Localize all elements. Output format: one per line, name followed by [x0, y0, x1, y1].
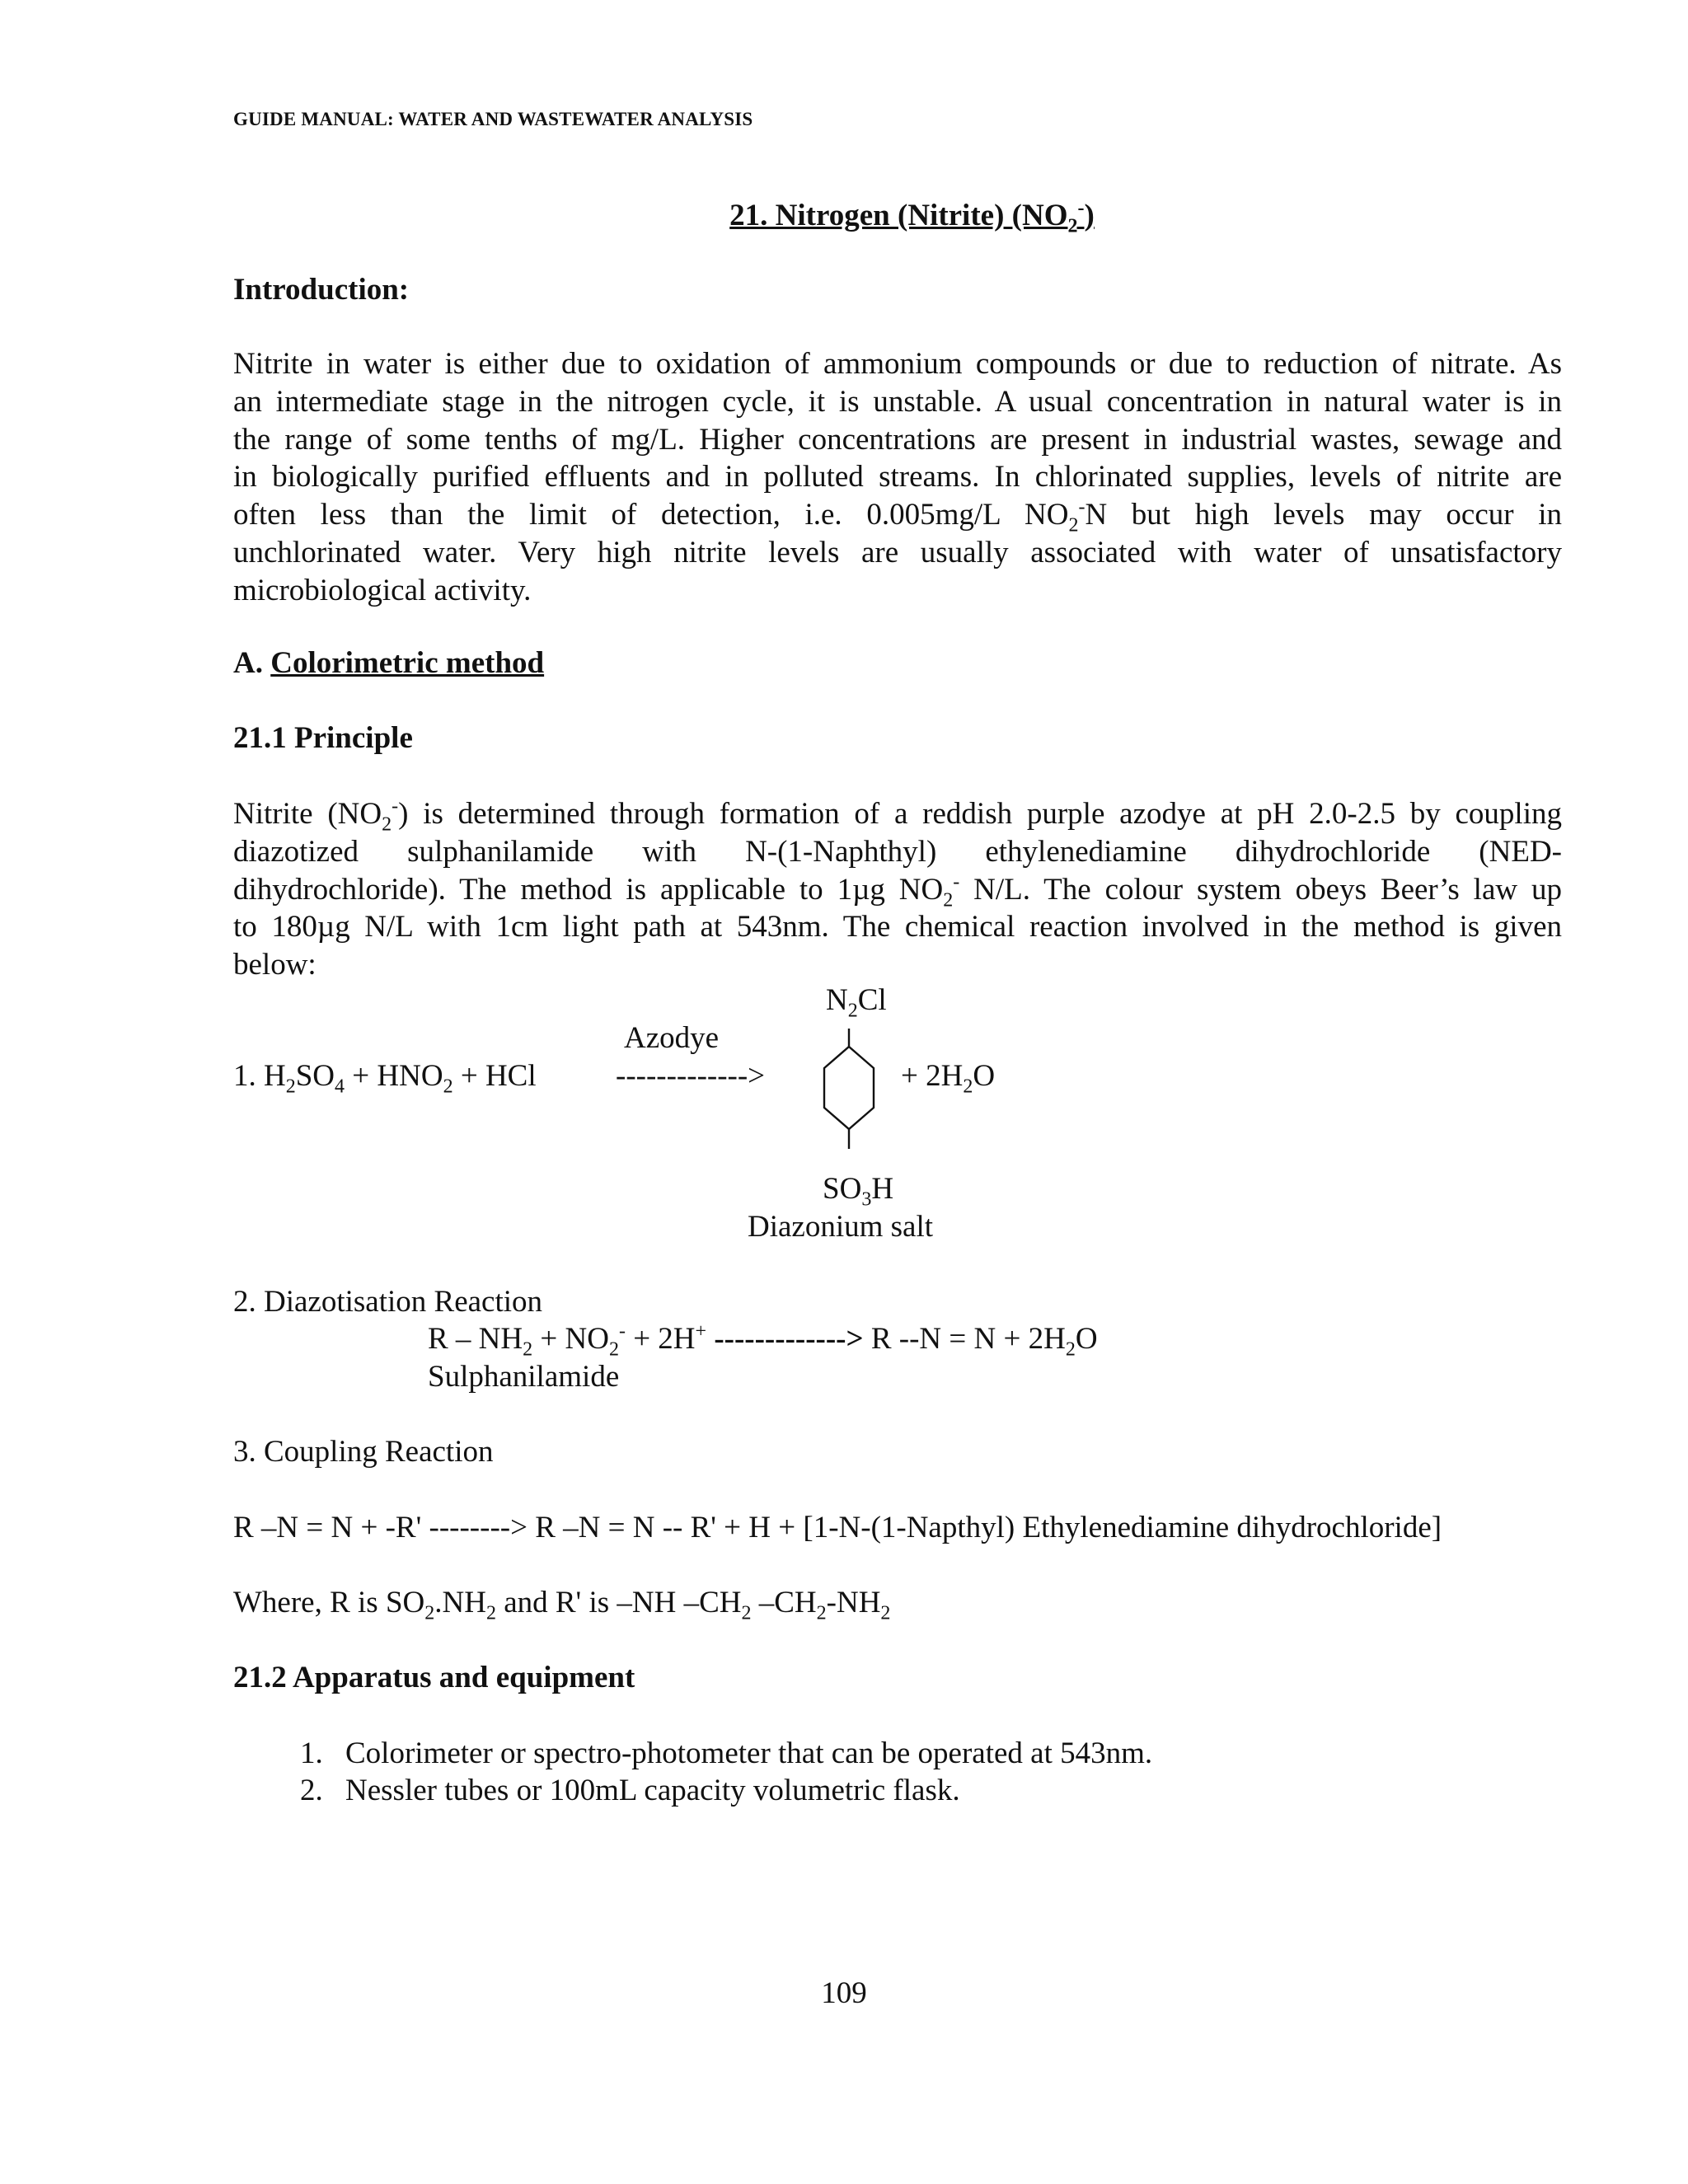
principle-line: dihydrochloride). The method is applicable to 1µg $NO_2^-$ N/L. The colour system obeys Beer’s law up: [233, 871, 1562, 911]
running-header: GUIDE MANUAL: WATER AND WASTEWATER ANALYSIS: [233, 109, 753, 129]
diazonium-salt-label: Diazonium salt: [748, 1210, 934, 1244]
intro-line: often less than the limit of detection, i.e. 0.005mg/L $NO_2^-N$ but high levels may occur in: [233, 496, 1562, 537]
introduction-heading: Introduction:: [233, 273, 410, 307]
principle-line: diazotized sulphanilamide with N-(1-Naphthyl) ethylenediamine dihydrochloride (NED-: [233, 834, 1562, 869]
apparatus-list: [233, 1735, 1152, 1809]
page-number: 109: [821, 1976, 867, 2010]
principle-line: to 180µg N/L with 1cm light path at 543nm. The chemical reaction involved in the method is given: [233, 910, 1562, 944]
reaction1-byproduct: + $2H_2O$: [901, 1059, 996, 1098]
introduction-paragraph: [233, 345, 1562, 610]
reaction2-equation: $R - NH_2 + NO_2^- + 2H^+$ -------------> R $--N = N + 2H_2O$: [428, 1320, 1098, 1361]
where-definition: Where, R is $SO_2.NH_2$ and R' is –NH $-CH_2$ $-CH_2-NH_2$: [233, 1586, 891, 1624]
intro-line: Nitrite in water is either due to oxidation of ammonium compounds or due to reduction of nitrate. As: [233, 347, 1562, 381]
intro-line: the range of some tenths of mg/L. Higher concentrations are present in industrial wastes, sewage and: [233, 422, 1562, 457]
reaction1-arrow-label: Azodye: [624, 1021, 720, 1055]
method-heading: A. Colorimetric method: [233, 646, 545, 680]
intro-line: in biologically purified effluents and in polluted streams. In chlorinated supplies, levels of nitrite are: [233, 460, 1562, 494]
reaction2-title: 2. Diazotisation Reaction: [233, 1285, 543, 1319]
diazonium-top-group: $N_2Cl$: [826, 983, 887, 1022]
diazonium-bottom-group: $SO_3H$: [823, 1172, 894, 1211]
section-title: 21. Nitrogen (Nitrite) $(NO_2^-)$: [729, 197, 1095, 237]
principle-line: below:: [233, 948, 316, 982]
list-item: 2. Nessler tubes or 100mL capacity volumetric flask.: [331, 1772, 1152, 1809]
principle-heading: 21.1 Principle: [233, 721, 413, 755]
reaction1-reactants: 1. $H_2SO_4 + HNO_2$ + HCl: [233, 1059, 537, 1098]
list-item: 1. Colorimeter or spectro-photometer that can be operated at 543nm.: [331, 1735, 1152, 1772]
principle-paragraph: [233, 795, 1562, 984]
reaction1-arrow: ------------->: [616, 1059, 766, 1093]
apparatus-heading: 21.2 Apparatus and equipment: [233, 1661, 635, 1694]
benzene-ring-structure: [813, 1029, 885, 1152]
principle-line: Nitrite $(NO_2^-)$ is determined through formation of a reddish purple azodye at pH 2.0-2.5 by coupling: [233, 795, 1562, 836]
intro-line: microbiological activity.: [233, 573, 532, 607]
intro-line: an intermediate stage in the nitrogen cycle, it is unstable. A usual concentration in natural water is in: [233, 384, 1562, 419]
coupling-equation: R –N = N + -R' --------> R –N = N -- R' + H + [1-N-(1-Napthyl) Ethylenediamine dihydrochloride]: [233, 1511, 1442, 1544]
reaction3-title: 3. Coupling Reaction: [233, 1435, 494, 1469]
intro-line: unchlorinated water. Very high nitrite levels are usually associated with water of unsatisfactory: [233, 535, 1562, 569]
sulphanilamide-label: Sulphanilamide: [428, 1360, 620, 1394]
